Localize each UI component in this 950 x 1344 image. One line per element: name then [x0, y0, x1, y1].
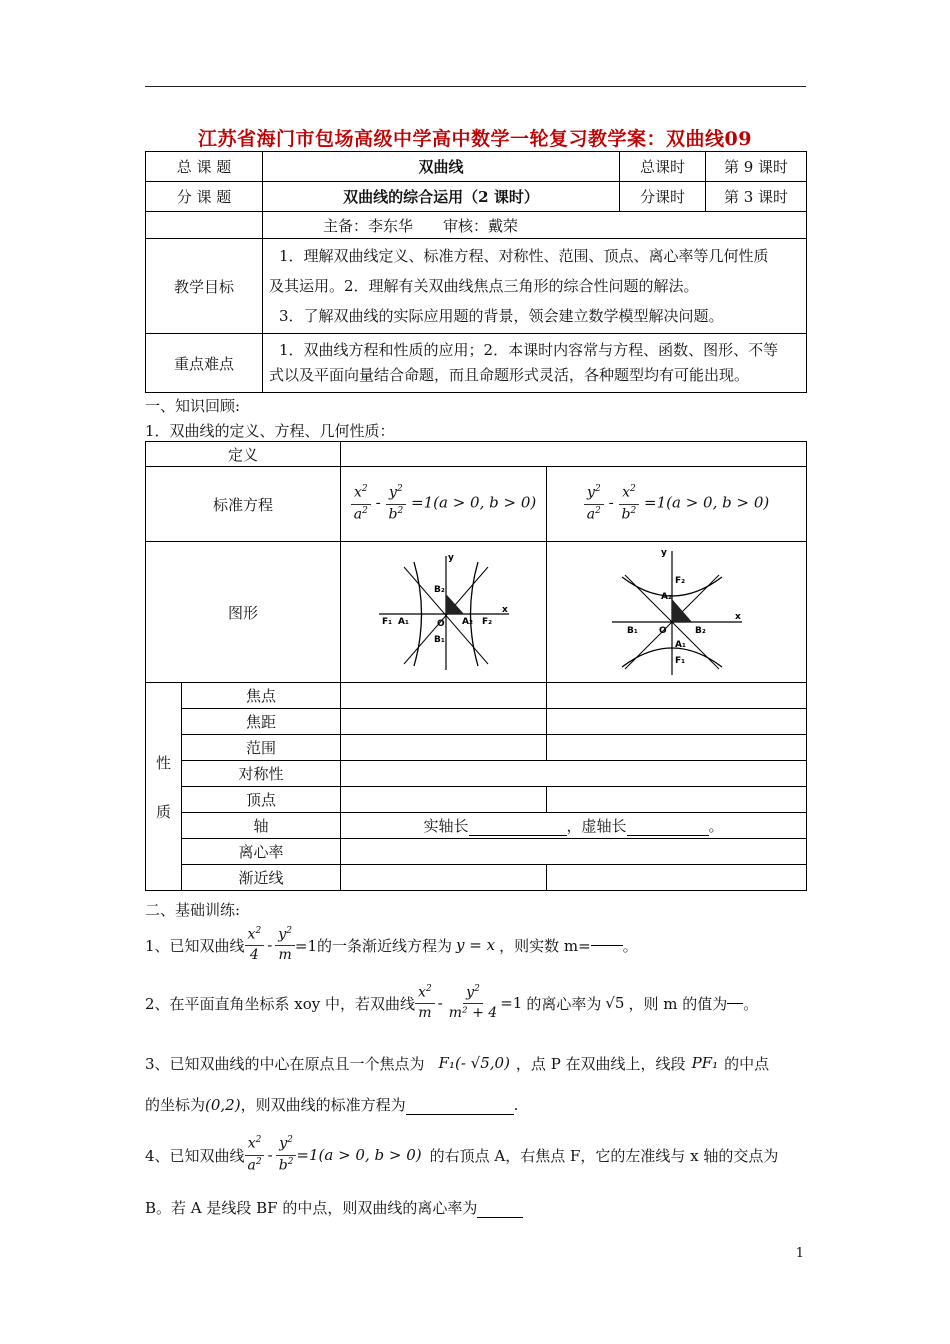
svg-text:A₁: A₁	[397, 617, 409, 627]
goal-line-2: 及其运用。2．理解有关双曲线焦点三角形的综合性问题的解法。	[269, 277, 699, 295]
fraction: $\frac{x^2}{b^2}$	[619, 485, 640, 522]
goal-line-3: 3．了解双曲线的实际应用题的背景，领会建立数学模型解决问题。	[279, 307, 724, 325]
prop-focus-v	[547, 683, 807, 709]
question-3-line-1: 3、已知双曲线的中心在原点且一个焦点为 F₁(- √5,0) ，点 P 在双曲线上，线段 PF₁ 的中点	[145, 1054, 770, 1073]
fraction: $\frac{y^2}{\text{m² + 4}}$	[448, 983, 498, 1021]
svg-text:O: O	[658, 626, 667, 636]
svg-text:A₂: A₂	[461, 617, 473, 627]
question-1: 1、已知双曲线 $\frac{x^2}{4}$ - $\frac{y^2}{m}$ =1的一条渐近线方程为 y = x ，则实数 m= 。	[145, 925, 638, 963]
prop-range-v	[547, 735, 807, 761]
total-hours-value: 第 9 课时	[706, 152, 807, 182]
fraction: $\frac{y^2}{b^2}$	[276, 1136, 297, 1173]
header-rule	[145, 86, 806, 87]
prop-asymptote-h	[341, 865, 547, 891]
sub-hours-label: 分课时	[620, 182, 706, 212]
answer-blank-1[interactable]	[591, 945, 623, 946]
prop-vertex-v	[547, 787, 807, 813]
author-line: 主备：李东华 审核：戴荣	[263, 212, 807, 239]
graph-horizontal-hyperbola	[341, 542, 547, 683]
svg-text:x: x	[501, 605, 508, 615]
prop-range-h	[341, 735, 547, 761]
total-topic-label: 总 课 题	[146, 152, 263, 182]
figure-label: 图形	[146, 542, 341, 683]
svg-text:B₁: B₁	[626, 626, 638, 636]
fraction: $\frac{x^2}{m}$	[415, 985, 435, 1021]
fraction: $\frac{x^2}{a^2}$	[351, 485, 371, 522]
prop-asymptote: 渐近线	[182, 865, 341, 891]
svg-text:F₂: F₂	[674, 576, 685, 586]
fraction: $\frac{y^2}{b^2}$	[386, 485, 407, 522]
prop-focus-h	[341, 683, 547, 709]
svg-text:A₂: A₂	[660, 592, 672, 602]
prop-eccentricity: 离心率	[182, 839, 341, 865]
goal-line-1: 1．理解双曲线定义、标准方程、对称性、范围、顶点、离心率等几何性质	[279, 247, 769, 265]
fraction: $\frac{x^2}{a^2}$	[245, 1136, 265, 1173]
prop-vertex: 顶点	[182, 787, 341, 813]
equation-vertical: $\frac{y^2}{a^2}$ - $\frac{x^2}{b^2}$ =1(a > 0, b > 0)	[547, 467, 807, 542]
svg-text:O: O	[436, 619, 445, 629]
svg-text:y: y	[447, 553, 454, 563]
svg-text:F₁: F₁	[674, 656, 685, 666]
section-knowledge-sub: 1．双曲线的定义、方程、几何性质：	[145, 422, 395, 440]
sub-topic-label: 分 课 题	[146, 182, 263, 212]
key-label: 重点难点	[146, 334, 263, 393]
goals-label: 教学目标	[146, 239, 263, 334]
prop-axis: 轴	[182, 813, 341, 839]
prop-focus: 焦点	[182, 683, 341, 709]
fraction: $\frac{y^2}{a^2}$	[584, 485, 604, 522]
prop-vertex-h	[341, 787, 547, 813]
definition-label: 定义	[146, 442, 341, 467]
total-hours-label: 总课时	[620, 152, 706, 182]
page-number: 1	[795, 1246, 804, 1261]
prop-focal-distance: 焦距	[182, 709, 341, 735]
svg-text:B₁: B₁	[433, 635, 445, 645]
prop-symmetry: 对称性	[182, 761, 341, 787]
answer-blank-4[interactable]	[477, 1217, 523, 1218]
prop-focal-v	[547, 709, 807, 735]
question-3-line-2: 的坐标为(0,2)，则双曲线的标准方程为 .	[145, 1096, 519, 1114]
blank[interactable]	[627, 835, 709, 836]
equation-horizontal: $\frac{x^2}{a^2}$ - $\frac{y^2}{b^2}$ =1(a > 0, b > 0)	[341, 467, 547, 542]
prop-symmetry-value	[341, 761, 807, 787]
definition-value	[341, 442, 807, 467]
svg-text:y: y	[660, 548, 667, 558]
total-topic-value: 双曲线	[263, 152, 620, 182]
empty-cell	[146, 212, 263, 239]
prop-eccentricity-value	[341, 839, 807, 865]
properties-label: 性 质	[146, 683, 182, 891]
fraction: $\frac{x^2}{4}$	[245, 927, 265, 963]
goals-text	[263, 239, 807, 334]
graph-vertical-hyperbola	[547, 542, 807, 683]
svg-text:F₂: F₂	[481, 617, 492, 627]
svg-text:A₁: A₁	[674, 640, 686, 650]
key-line-2: 式以及平面向量结合命题，而且命题形式灵活，各种题型均有可能出现。	[269, 366, 750, 384]
section-basic-training: 二、基础训练:	[145, 901, 241, 919]
svg-text:B₂: B₂	[433, 585, 445, 595]
blank[interactable]	[469, 835, 567, 836]
prop-asymptote-v	[547, 865, 807, 891]
prop-focal-h	[341, 709, 547, 735]
question-2: 2、在平面直角坐标系 xoy 中，若双曲线 $\frac{x^2}{m}$ - $\frac{y^2}{\text{m² + 4}}$ =1 的离心率为 √5 ，则 m 的值为 。	[145, 983, 759, 1021]
fraction: $\frac{y^2}{m}$	[275, 927, 295, 963]
knowledge-table	[145, 441, 807, 891]
sub-topic-value: 双曲线的综合运用（2 课时）	[263, 182, 620, 212]
page-title: 江苏省海门市包场高级中学高中数学一轮复习教学案：双曲线09	[198, 128, 752, 150]
svg-text:B₂: B₂	[694, 626, 706, 636]
prop-axis-value: 实轴长 ，虚轴长 。	[341, 813, 807, 839]
section-knowledge-review: 一、知识回顾:	[145, 397, 241, 415]
prop-range: 范围	[182, 735, 341, 761]
question-4-line-1: 4、已知双曲线 $\frac{x^2}{a^2}$ - $\frac{y^2}{b^2}$ =1(a > 0, b > 0) 的右顶点 A，右焦点 F，它的左准线与 x 轴的交点为	[145, 1135, 779, 1174]
key-text	[263, 334, 807, 393]
lesson-info-table	[145, 151, 807, 393]
key-line-1: 1．双曲线方程和性质的应用；2．本课时内容常与方程、函数、图形、不等	[279, 341, 779, 359]
standard-equation-label: 标准方程	[146, 467, 341, 542]
svg-text:x: x	[734, 612, 741, 622]
question-4-line-2: B。若 A 是线段 BF 的中点，则双曲线的离心率为	[145, 1197, 523, 1218]
sub-hours-value: 第 3 课时	[706, 182, 807, 212]
svg-text:F₁: F₁	[381, 617, 392, 627]
answer-blank-3[interactable]	[406, 1114, 514, 1115]
answer-blank-2[interactable]	[727, 1003, 743, 1004]
